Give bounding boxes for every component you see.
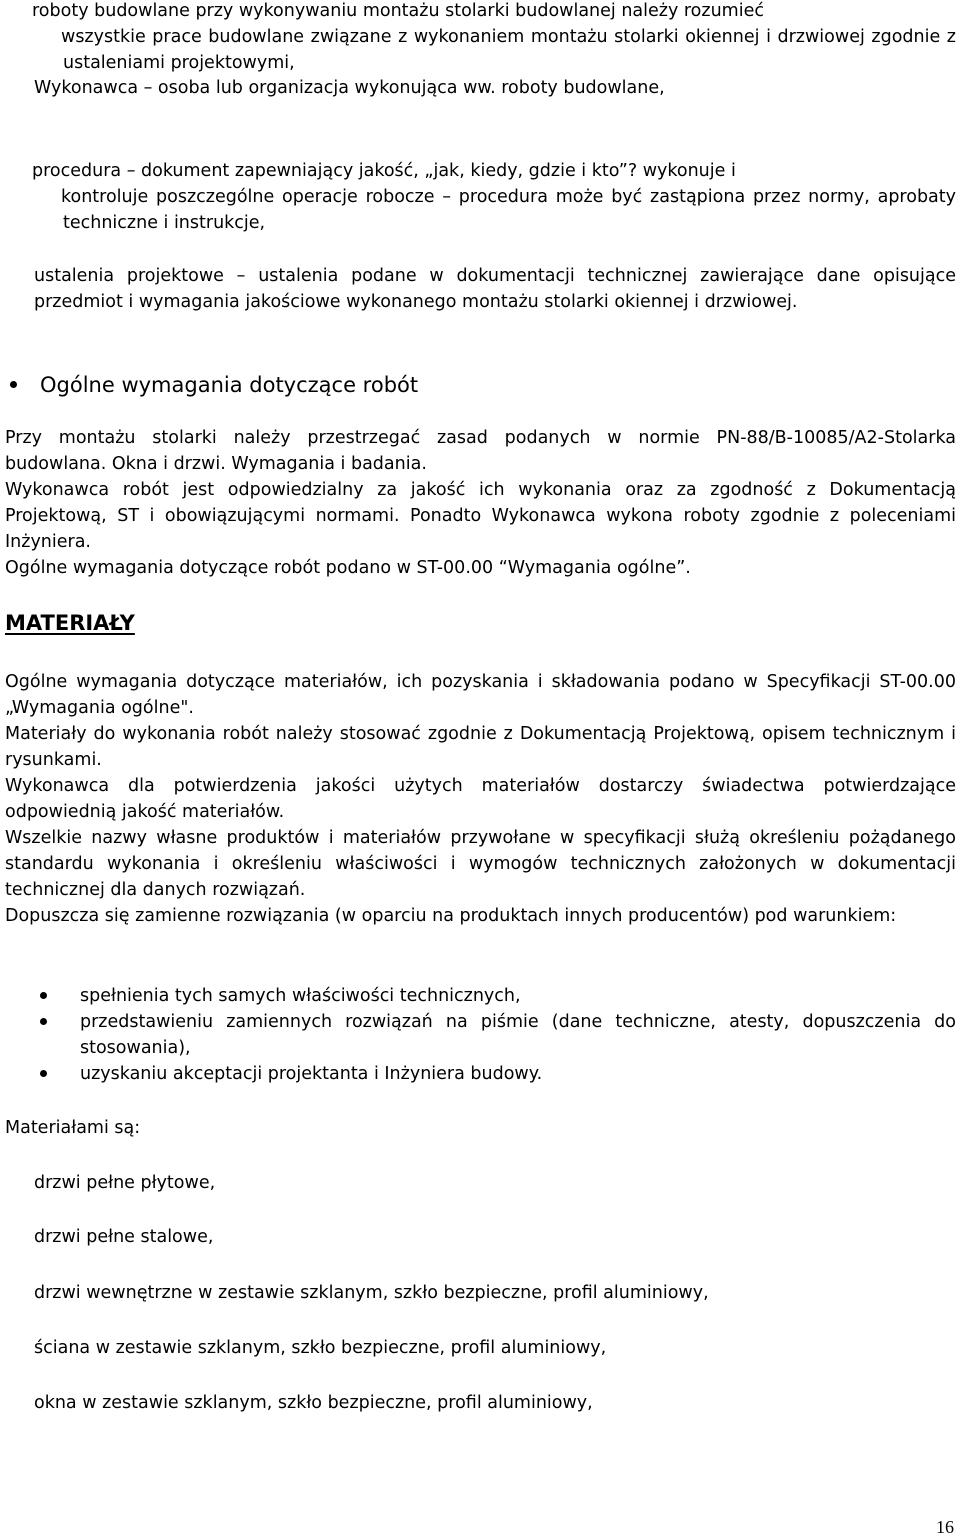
definition-roboty-budowlane-first-line: roboty budowlane przy wykonywaniu montażu stolarki budowlanej należy rozumieć bbox=[32, 1, 764, 21]
condition-bullet-icon bbox=[40, 1018, 47, 1025]
materials-paragraph-5: Dopuszcza się zamienne rozwiązania (w oparciu na produktach innych producentów) pod warunkiem: bbox=[5, 906, 897, 926]
section-bullet-icon bbox=[10, 381, 17, 388]
condition-bullet-icon bbox=[40, 992, 47, 999]
condition-bullet-icon bbox=[40, 1070, 47, 1077]
materials-paragraph-2: Materiały do wykonania robót należy stosować zgodnie z Dokumentacją Projektową, opisem technicznym i rysunkami. bbox=[5, 724, 956, 770]
definition-procedura-continuation: kontroluje poszczególne operacje robocze – procedura może być zastąpiona przez normy, aprobaty techniczne i instrukcje, bbox=[61, 187, 956, 233]
materials-paragraph-4: Wszelkie nazwy własne produktów i materiałów przywołane w specyfikacji służą określeniu pożądanego standardu wykonania i określeniu właściwości i wymogów technicznych założonych w dokumentacji technicznej dla danych rozwiązań. bbox=[5, 828, 956, 900]
material-item: ściana w zestawie szklanym, szkło bezpieczne, profil aluminiowy, bbox=[34, 1338, 607, 1358]
general-requirements-paragraph-3: Ogólne wymagania dotyczące robót podano w ST-00.00 “Wymagania ogólne”. bbox=[5, 558, 691, 578]
general-requirements-paragraph-1: Przy montażu stolarki należy przestrzegać zasad podanych w normie PN-88/B-10085/A2-Stolarka budowlana. Okna i drzwi. Wymagania i badania. bbox=[5, 428, 956, 474]
heading-materialy: MATERIAŁY bbox=[5, 611, 135, 635]
definition-ustalenia-projektowe bbox=[34, 263, 956, 315]
materials-paragraph-1: Ogólne wymagania dotyczące materiałów, ich pozyskania i składowania podano w Specyfikacji ST-00.00 „Wymagania ogólne". bbox=[5, 672, 956, 718]
condition-item: przedstawieniu zamiennych rozwiązań na piśmie (dane techniczne, atesty, dopuszczenia do stosowania), bbox=[80, 1012, 956, 1058]
material-item: drzwi pełne płytowe, bbox=[34, 1173, 216, 1193]
material-item: drzwi pełne stalowe, bbox=[34, 1227, 214, 1247]
definition-ustalenia-text: ustalenia projektowe – ustalenia podane w dokumentacji technicznej zawierające dane opisujące przedmiot i wymagania jakościowe wykonanego montażu stolarki okiennej i drzwiowej. bbox=[34, 266, 956, 312]
definition-roboty-budowlane-continuation: wszystkie prace budowlane związane z wykonaniem montażu stolarki okiennej i drzwiowej zgodnie z ustaleniami projektowymi, bbox=[61, 27, 956, 73]
definition-wykonawca: Wykonawca – osoba lub organizacja wykonująca ww. roboty budowlane, bbox=[34, 78, 665, 98]
definition-roboty-budowlane bbox=[34, 0, 956, 76]
definition-procedura bbox=[34, 158, 956, 236]
definition-procedura-first-line: procedura – dokument zapewniający jakość, „jak, kiedy, gdzie i kto”? wykonuje i bbox=[32, 161, 736, 181]
materials-list-label: Materiałami są: bbox=[5, 1118, 141, 1138]
section-title-general-requirements: Ogólne wymagania dotyczące robót bbox=[40, 373, 419, 397]
condition-item: uzyskaniu akceptacji projektanta i Inżyniera budowy. bbox=[80, 1064, 543, 1084]
general-requirements-paragraph-2: Wykonawca robót jest odpowiedzialny za jakość ich wykonania oraz za zgodność z Dokumentacją Projektową, ST i obowiązującymi normami. Ponadto Wykonawca wykona roboty zgodnie z poleceniami Inżyniera. bbox=[5, 480, 956, 552]
condition-item: spełnienia tych samych właściwości technicznych, bbox=[80, 986, 521, 1006]
material-item: drzwi wewnętrzne w zestawie szklanym, szkło bezpieczne, profil aluminiowy, bbox=[34, 1283, 709, 1303]
material-item: okna w zestawie szklanym, szkło bezpieczne, profil aluminiowy, bbox=[34, 1393, 593, 1413]
page-number: 16 bbox=[936, 1517, 954, 1537]
materials-paragraph-3: Wykonawca dla potwierdzenia jakości użytych materiałów dostarczy świadectwa potwierdzające odpowiednią jakość materiałów. bbox=[5, 776, 956, 822]
